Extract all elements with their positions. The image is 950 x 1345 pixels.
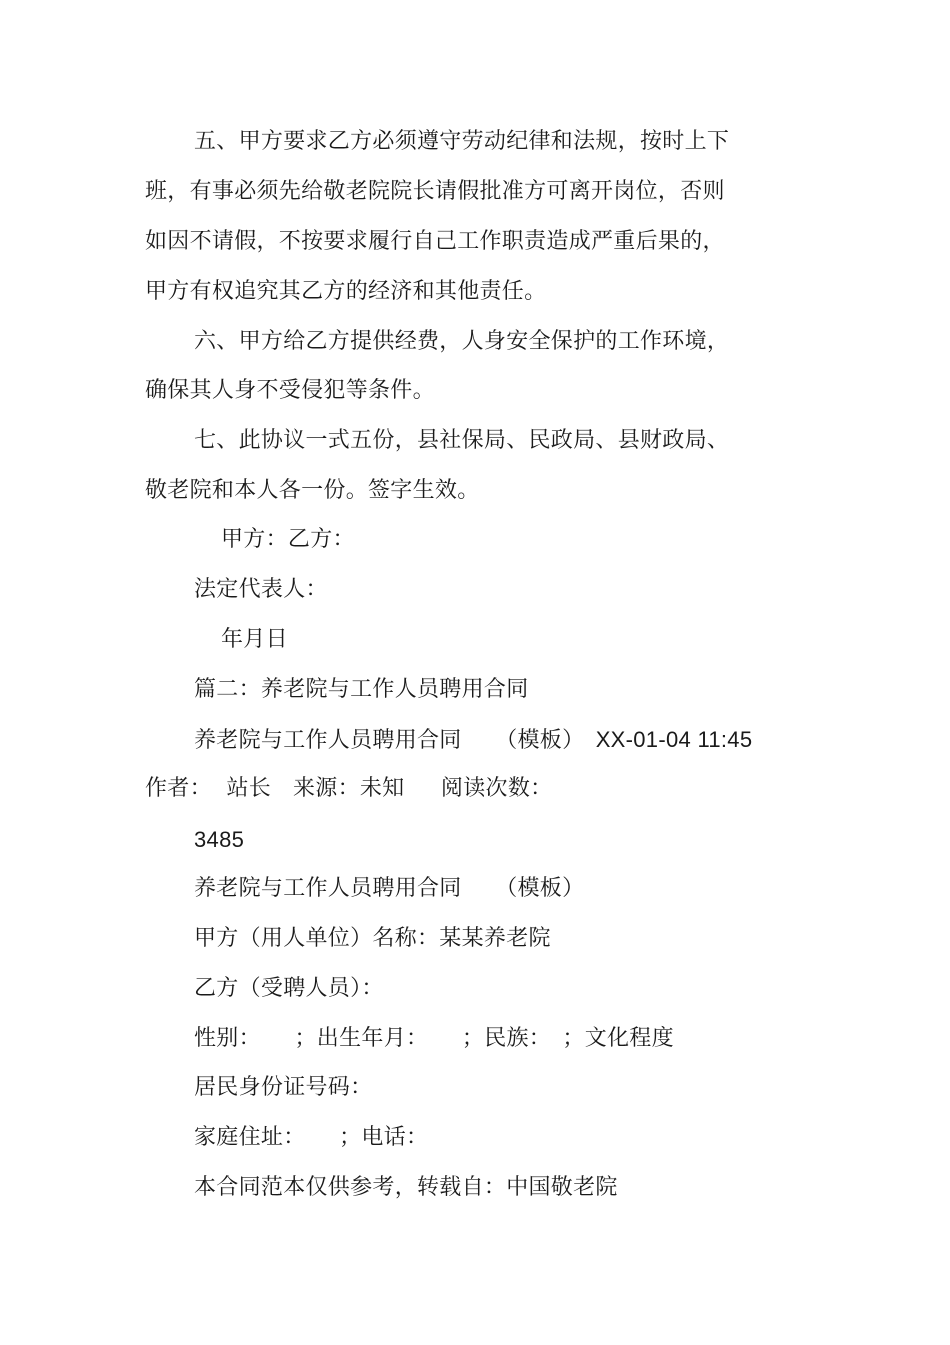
contract-title: 养老院与工作人员聘用合同 （模板） [194, 876, 585, 901]
article-author-source: 作者： 站长 来源：未知 阅读次数： [145, 776, 553, 801]
read-count: 3485 [194, 827, 245, 852]
address-phone-line: 家庭住址： ；电话： [194, 1125, 429, 1150]
clause-6-line-1: 六、甲方给乙方提供经费，人身安全保护的工作环境， [194, 329, 730, 354]
date-line: 年月日 [221, 627, 288, 652]
clause-5-line-1: 五、甲方要求乙方必须遵守劳动纪律和法规，按时上下 [194, 129, 730, 154]
clause-6-line-2: 确保其人身不受侵犯等条件。 [145, 378, 435, 403]
legal-representative-line: 法定代表人： [194, 577, 328, 602]
reference-note-line: 本合同范本仅供参考，转载自：中国敬老院 [194, 1175, 618, 1200]
clause-7-line-2: 敬老院和本人各一份。签字生效。 [145, 478, 480, 503]
clause-5-line-4: 甲方有权追究其乙方的经济和其他责任。 [145, 279, 547, 304]
party-b-label: 乙方（受聘人员）： [194, 976, 384, 1001]
party-a-name: 甲方（用人单位）名称：某某养老院 [194, 926, 551, 951]
clause-5-line-2: 班，有事必须先给敬老院院长请假批准方可离开岗位，否则 [145, 179, 725, 204]
clause-5-line-3: 如因不请假，不按要求履行自己工作职责造成严重后果的， [145, 229, 725, 254]
article-title-meta: 养老院与工作人员聘用合同 （模板） XX-01-04 11:45 [194, 727, 753, 752]
personal-info-line: 性别： ；出生年月： ；民族： ；文化程度 [194, 1026, 674, 1051]
chapter-two-heading: 篇二：养老院与工作人员聘用合同 [194, 677, 529, 702]
id-number-line: 居民身份证号码： [194, 1075, 373, 1100]
clause-7-line-1: 七、此协议一式五份，县社保局、民政局、县财政局、 [194, 428, 730, 453]
party-signature-line: 甲方：乙方： [221, 527, 355, 552]
